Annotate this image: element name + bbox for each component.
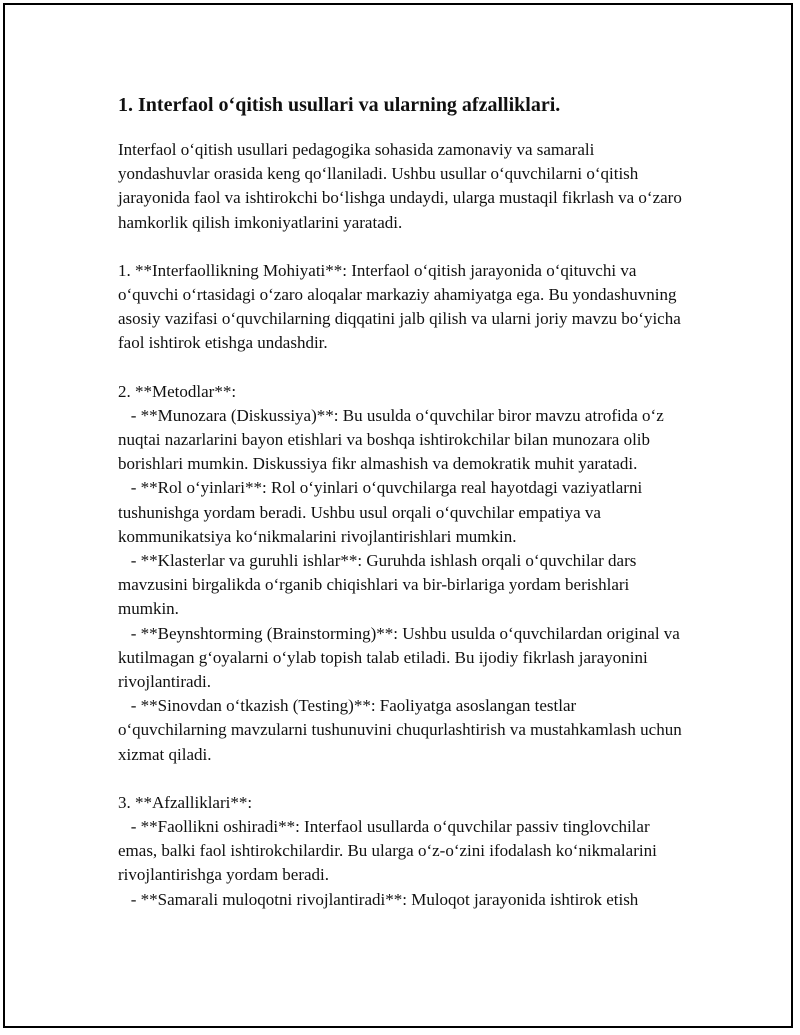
document-body [118, 92, 688, 912]
section-heading: 1. Interfaol o‘qitish usullari va ularning afzalliklari. [118, 94, 561, 116]
section-3-title: 3. **Afzalliklari**: [118, 792, 253, 812]
paragraph-gap [118, 767, 688, 791]
intro-paragraph: Interfaol o‘qitish usullari pedagogika sohasida zamonaviy va samarali yondashuvlar orasida keng qo‘llaniladi. Ushbu usullar o‘quvchilarni o‘qitish jarayonida faol va ishtirokchi bo‘lishga undaydi, ularga mustaqil fikrlash va o‘zaro hamkorlik qilish imkoniyatlarini yaratadi. [118, 140, 687, 232]
list-item: - **Beynshtorming (Brainstorming)**: Ushbu usulda o‘quvchilardan original va kutilmagan g‘oyalarni o‘ylab topish talab etiladi. Bu ijodiy fikrlash jarayonini rivojlantiradi. [118, 623, 685, 692]
list-item: - **Samarali muloqotni rivojlantiradi**: Muloqot jarayonida ishtirok etish [118, 889, 639, 909]
section-1-paragraph: 1. **Interfaollikning Mohiyati**: Interfaol o‘qitish jarayonida o‘qituvchi va o‘quvchi o‘rtasidagi o‘zaro aloqalar markaziy ahamiyatga ega. Bu yondashuvning asosiy vazifasi o‘quvchilarning diqqatini jalb qilish va ularni joriy mavzu bo‘yicha faol ishtirok etishga undashdir. [118, 260, 686, 353]
paragraph-gap [118, 356, 688, 380]
list-item: - **Rol o‘yinlari**: Rol o‘yinlari o‘quvchilarga real hayotdagi vaziyatlarni tushunishga yordam beradi. Ushbu usul orqali o‘quvchilar empatiya va kommunikatsiya ko‘nikmalarini rivojlantirishlari mumkin. [118, 478, 647, 546]
section-2-title: 2. **Metodlar**: [118, 381, 237, 401]
list-item: - **Munozara (Diskussiya)**: Bu usulda o‘quvchilar biror mavzu atrofida o‘z nuqtai nazarlarini bayon etishlari va boshqa ishtirokchilar bilan munozara olib borishlari mumkin. Diskussiya fikr almashish va demokratik muhit yaratadi. [118, 405, 668, 474]
list-item: - **Faollikni oshiradi**: Interfaol usullarda o‘quvchilar passiv tinglovchilar emas, balki faol ishtirokchilardir. Bu ularga o‘z-o‘zini ifodalash ko‘nikmalarini rivojlantirishga yordam beradi. [118, 817, 662, 885]
list-item: - **Klasterlar va guruhli ishlar**: Guruhda ishlash orqali o‘quvchilar dars mavzusini birgalikda o‘rganib chiqishlari va bir-birlariga yordam berishlari mumkin. [118, 551, 641, 619]
paragraph-gap [118, 235, 688, 259]
list-item: - **Sinovdan o‘tkazish (Testing)**: Faoliyatga asoslangan testlar o‘quvchilarning mavzularni tushunuvini chuqurlashtirish va mustahkamlash uchun xizmat qiladi. [118, 696, 686, 764]
